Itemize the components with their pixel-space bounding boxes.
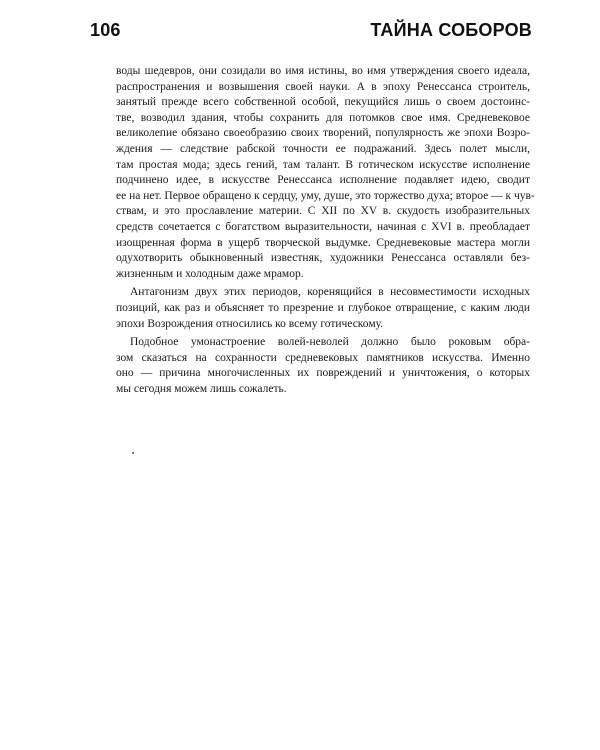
page-number: 106: [90, 20, 121, 40]
text-line: тве, возводил здания, чтобы сохранить для потомков свое имя. Средневековое: [116, 111, 530, 124]
scan-speck: [132, 452, 134, 454]
text-line: оно — причина многочисленных их повреждений и уничтожения, о которых: [116, 367, 530, 380]
text-line: воды шедевров, они созидали во имя истины, во имя утверждения своего идеала,: [116, 65, 530, 77]
text-line: Антагонизм двух этих периодов, коренящийся в несовместимости исходных: [130, 286, 530, 299]
text-line: там простая мода; здесь гений, там талант. В готическом искусстве исполнение: [116, 158, 530, 171]
text-line: одухотворить обыкновенный известняк, художники Ренессанса оставляли без-: [116, 252, 530, 265]
text-line: ее на нет. Первое обращено к сердцу, уму, душе, это торжество духа; второе — к чув-: [116, 189, 535, 202]
paragraph-1: [116, 64, 535, 282]
running-title: ТАЙНА СОБОРОВ: [370, 20, 532, 40]
text-line: занятый прежде всего собственной особой, пекущийся лишь о своем достоинс-: [116, 96, 530, 109]
text-line: ствам, и это прославление материи. С XII по XV в. скудость изобразительных: [116, 205, 530, 218]
text-line: великолепие обязано своеобразию своих творений, популярность же эпохи Возро-: [116, 127, 530, 140]
text-line: средств сочетается с богатством выразительности, начиная с XVI в. преобладает: [116, 220, 530, 233]
paragraph-2: [116, 285, 530, 332]
text-line: подчинено идее, в искусстве Ренессанса исполнение подавляет идею, сводит: [116, 174, 530, 187]
page-header: [90, 20, 532, 48]
text-line: изощренная форма в ущерб творческой выдумке. Средневековые мастера могли: [116, 236, 530, 249]
text-line: ждения — следствие рабской точности ее подражаний. Здесь полет мысли,: [116, 142, 530, 155]
body-text: [116, 64, 535, 397]
text-line: мы сегодня можем лишь сожалеть.: [116, 382, 287, 395]
text-line: позиций, как раз и объясняет то презрение и глубокое отвращение, с каким люди: [116, 301, 530, 314]
text-line: жизненным и холодным даже мрамор.: [116, 267, 304, 280]
text-line: эпохи Возрождения относились ко всему готическому.: [116, 317, 384, 330]
text-line: распространения и возвышения своей науки. А в эпоху Ренессанса строитель,: [116, 80, 530, 93]
text-line: Подобное умонастроение волей-неволей должно было роковым обра-: [130, 336, 530, 349]
text-line: зом сказаться на сохранности средневековых памятников искусства. Именно: [116, 351, 530, 364]
paragraph-3: [116, 335, 530, 397]
